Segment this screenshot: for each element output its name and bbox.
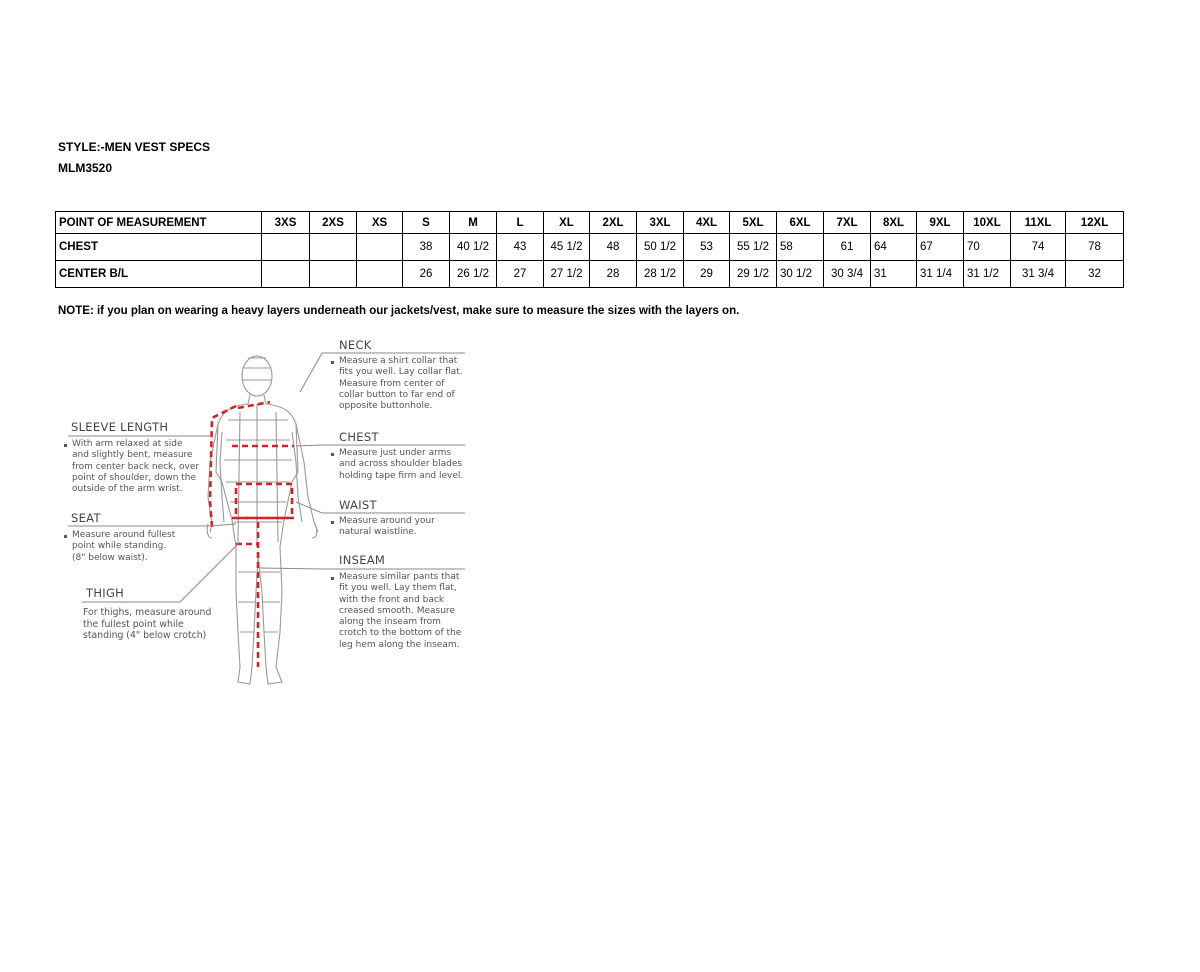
inseam-line: crotch to the bottom of the — [339, 628, 462, 639]
waist-heading: WAIST — [339, 498, 377, 512]
table-row-chest — [56, 234, 1124, 261]
size-spec-table — [55, 211, 1124, 288]
table-cell: 32 — [1066, 261, 1124, 288]
table-header-row — [56, 212, 1124, 234]
column-header: 2XS — [310, 212, 357, 234]
inseam-line: along the inseam from — [339, 617, 441, 628]
table-cell — [357, 261, 403, 288]
seat-line: (8" below waist). — [72, 552, 148, 563]
table-cell: 48 — [590, 234, 637, 261]
table-cell: 30 1/2 — [777, 261, 824, 288]
thigh-line: For thighs, measure around — [83, 607, 212, 618]
neck-bullet — [331, 361, 334, 364]
inseam-line: Measure similar pants that — [339, 572, 460, 582]
column-header: S — [403, 212, 450, 234]
table-cell: 40 1/2 — [450, 234, 497, 261]
chest-line: Measure just under arms — [339, 448, 452, 458]
neck-line: Measure from center of — [339, 378, 445, 389]
column-header: 10XL — [964, 212, 1011, 234]
sleeve-line: from center back neck, over — [72, 461, 200, 472]
seat-line: Measure around fullest — [72, 530, 176, 540]
table-cell: 64 — [871, 234, 917, 261]
table-cell: 58 — [777, 234, 824, 261]
table-cell: 27 1/2 — [544, 261, 590, 288]
row-label: CHEST — [56, 234, 262, 261]
thigh-text — [83, 607, 211, 642]
table-cell — [310, 234, 357, 261]
table-cell: 31 1/2 — [964, 261, 1011, 288]
measurement-guide — [60, 332, 480, 692]
layering-note: NOTE: if you plan on wearing a heavy layers underneath our jackets/vest, make sure to measure the sizes with the layers on. — [58, 305, 740, 317]
column-header: 7XL — [824, 212, 871, 234]
seat-bullet — [64, 535, 67, 538]
neck-line: collar button to far end of — [339, 389, 455, 400]
neck-heading: NECK — [339, 338, 372, 352]
row-label: CENTER B/L — [56, 261, 262, 288]
chest-line: and across shoulder blades — [339, 459, 463, 470]
inseam-bullet — [331, 577, 334, 580]
table-cell: 30 3/4 — [824, 261, 871, 288]
table-cell: 28 1/2 — [637, 261, 684, 288]
column-header: POINT OF MEASUREMENT — [56, 212, 262, 234]
table-cell: 67 — [917, 234, 964, 261]
table-cell: 55 1/2 — [730, 234, 777, 261]
chest-text — [339, 448, 463, 482]
table-cell: 38 — [403, 234, 450, 261]
column-header: 4XL — [684, 212, 730, 234]
seat-heading: SEAT — [71, 511, 101, 525]
style-code: MLM3520 — [58, 161, 113, 175]
inseam-line: fit you well. Lay them flat, — [339, 583, 457, 594]
column-header: 9XL — [917, 212, 964, 234]
column-header: 6XL — [777, 212, 824, 234]
table-cell — [262, 261, 310, 288]
column-header: 2XL — [590, 212, 637, 234]
inseam-heading: INSEAM — [339, 553, 386, 567]
table-cell — [262, 234, 310, 261]
table-cell: 26 — [403, 261, 450, 288]
inseam-text — [339, 572, 461, 651]
table-cell: 43 — [497, 234, 544, 261]
inseam-line: leg hem along the inseam. — [339, 639, 460, 650]
table-cell: 45 1/2 — [544, 234, 590, 261]
chest-heading: CHEST — [339, 430, 379, 444]
neck-text — [339, 356, 463, 412]
column-header: 3XL — [637, 212, 684, 234]
sleeve-line: and slightly bent, measure — [72, 450, 193, 461]
table-cell: 29 — [684, 261, 730, 288]
table-cell: 74 — [1011, 234, 1066, 261]
table-cell: 31 1/4 — [917, 261, 964, 288]
waist-line: natural waistline. — [339, 527, 417, 538]
table-cell: 78 — [1066, 234, 1124, 261]
sleeve-bullet — [64, 444, 67, 447]
column-header: 5XL — [730, 212, 777, 234]
thigh-heading: THIGH — [86, 586, 125, 600]
column-header: 8XL — [871, 212, 917, 234]
column-header: XL — [544, 212, 590, 234]
chest-line: holding tape firm and level. — [339, 470, 464, 481]
waist-bullet — [331, 521, 334, 524]
table-cell: 28 — [590, 261, 637, 288]
thigh-line: standing (4" below crotch) — [83, 630, 207, 641]
table-cell — [357, 234, 403, 261]
sleeve-line: point of shoulder, down the — [72, 472, 197, 483]
table-cell: 31 — [871, 261, 917, 288]
body-outline — [207, 356, 318, 684]
waist-line: Measure around your — [339, 516, 435, 526]
column-header: L — [497, 212, 544, 234]
column-header: XS — [357, 212, 403, 234]
table-cell: 27 — [497, 261, 544, 288]
waist-text — [339, 516, 435, 539]
table-cell: 53 — [684, 234, 730, 261]
table-cell: 50 1/2 — [637, 234, 684, 261]
table-cell: 70 — [964, 234, 1011, 261]
column-header: 11XL — [1011, 212, 1066, 234]
sleeve-line: With arm relaxed at side — [72, 439, 183, 449]
neck-line: fits you well. Lay collar flat. — [339, 367, 463, 378]
sleeve-heading: SLEEVE LENGTH — [71, 420, 169, 434]
table-cell: 61 — [824, 234, 871, 261]
neck-line: Measure a shirt collar that — [339, 356, 458, 366]
seat-line: point while standing. — [72, 541, 167, 552]
table-cell: 26 1/2 — [450, 261, 497, 288]
table-cell — [310, 261, 357, 288]
column-header: 3XS — [262, 212, 310, 234]
table-cell: 29 1/2 — [730, 261, 777, 288]
thigh-line: the fullest point while — [83, 618, 184, 630]
column-header: M — [450, 212, 497, 234]
inseam-line: with the front and back — [339, 594, 445, 605]
style-title: STYLE:-MEN VEST SPECS — [58, 140, 211, 154]
seat-text — [72, 530, 175, 564]
neck-line: opposite buttonhole. — [339, 401, 433, 412]
table-row-center-bl — [56, 261, 1124, 288]
chest-bullet — [331, 453, 334, 456]
table-cell: 31 3/4 — [1011, 261, 1066, 288]
sleeve-text — [72, 439, 199, 495]
inseam-line: creased smooth. Measure — [339, 605, 455, 616]
sleeve-line: outside of the arm wrist. — [72, 484, 183, 495]
column-header: 12XL — [1066, 212, 1124, 234]
